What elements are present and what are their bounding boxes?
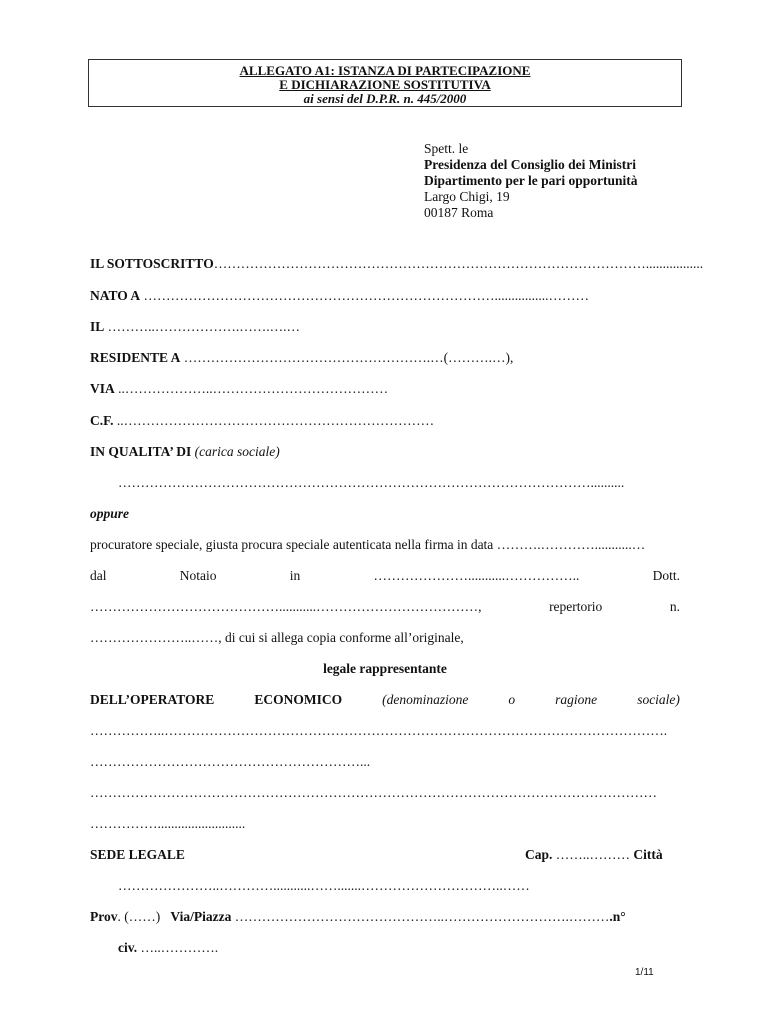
recipient-name-1: Presidenza del Consiglio dei Ministri: [424, 157, 636, 172]
operatore-dots-3[interactable]: ………………………………………………………………………………………………………………: [90, 785, 657, 800]
field-qualita: [90, 444, 280, 460]
prov-dots: . (……): [117, 909, 161, 924]
denominazione-label: (denominazione: [382, 692, 469, 707]
field-procuratore[interactable]: [90, 537, 645, 553]
ragione-label: ragione: [555, 692, 598, 707]
sede-legale-label: SEDE LEGALE: [90, 847, 185, 862]
via-dots: ..………………..…………………………………: [118, 381, 389, 396]
cap-dots: ……..………: [555, 847, 631, 862]
cap-label: Cap.: [525, 847, 553, 862]
dal-label: dal: [90, 568, 107, 583]
document-header-box: [88, 59, 682, 107]
viapiazza-label: Via/Piazza: [170, 909, 232, 924]
via-label: VIA: [90, 381, 115, 396]
citta-dots-line[interactable]: …………………..…………...........…….......…………………………..……: [118, 878, 530, 893]
o-label: o: [508, 692, 516, 707]
notaio-label: Notaio: [179, 568, 217, 583]
nato-dots: ……………………………………………………………………................………: [143, 288, 590, 303]
citta-label: Città: [633, 847, 663, 862]
operatore-dots-2[interactable]: ……………………………………………………...: [90, 754, 371, 769]
allega-text: , di cui si allega copia conforme all’originale,: [218, 630, 464, 645]
cf-label: C.F.: [90, 413, 114, 428]
residente-label: RESIDENTE A: [90, 350, 181, 365]
qualita-label: IN QUALITA’ DI: [90, 444, 192, 459]
operatore-dots-1[interactable]: ……………..………………………………………………………………………………………………….: [90, 723, 668, 738]
legale-rappresentante-label: legale rappresentante: [323, 661, 447, 676]
field-prov-via[interactable]: [90, 909, 626, 925]
in-label: in: [289, 568, 301, 583]
civ-label: civ.: [118, 940, 138, 955]
sottoscritto-dots: …………………………………………………………………………………….................: [213, 256, 704, 271]
repertorio-label: repertorio: [549, 599, 603, 614]
notaio-row: [90, 568, 680, 584]
notaio-dots[interactable]: …………………...........……………..: [373, 568, 580, 583]
cf-dots: ..……………………………………………………………: [116, 413, 435, 428]
sottoscritto-label: IL SOTTOSCRITTO: [90, 256, 214, 271]
prov-label: Prov: [90, 909, 118, 924]
field-civico[interactable]: [118, 940, 218, 956]
field-residente[interactable]: [90, 350, 513, 366]
header-legal-reference: ai sensi del D.P.R. n. 445/2000: [303, 91, 467, 106]
field-cf[interactable]: [90, 413, 434, 429]
il-label: IL: [90, 319, 105, 334]
qualita-dots-line[interactable]: ……………………………………………………………………………………………..........: [118, 475, 625, 490]
qualita-note: (carica sociale): [194, 444, 280, 459]
repertorio-row: [90, 599, 680, 615]
recipient-street: Largo Chigi, 19: [424, 189, 510, 204]
nato-label: NATO A: [90, 288, 141, 303]
procuratore-dots: ……….…………...........…: [496, 537, 646, 552]
field-sottoscritto[interactable]: [90, 256, 703, 272]
viapiazza-dots: ………………………………………..……………………….………: [234, 909, 610, 924]
operatore-dots-4[interactable]: ……………..........................: [90, 816, 246, 831]
recipient-block: [424, 141, 638, 221]
dott-label: Dott.: [652, 568, 680, 583]
operatore-row: [90, 692, 680, 708]
field-nato-a[interactable]: [90, 288, 589, 304]
recipient-salutation: Spett. le: [424, 141, 469, 156]
allega-dots[interactable]: …………………..……: [90, 630, 219, 645]
oppure-label: oppure: [90, 506, 130, 521]
n-civ-label: .n°: [609, 909, 626, 924]
page-number: 1/11: [635, 967, 654, 978]
dott-dots[interactable]: ……………………………………...........………………………………,: [90, 599, 482, 614]
allega-row: [90, 630, 464, 646]
field-via[interactable]: [90, 381, 388, 397]
field-il[interactable]: [90, 319, 300, 335]
recipient-name-2: Dipartimento per le pari opportunità: [424, 173, 638, 188]
il-dots: ………..……………….…….….…: [107, 319, 301, 334]
header-title-line2: E DICHIARAZIONE SOSTITUTIVA: [279, 77, 491, 92]
recipient-city: 00187 Roma: [424, 205, 494, 220]
sociale-label: sociale): [637, 692, 680, 707]
civ-dots: …..………….: [140, 940, 219, 955]
header-title-line1: ALLEGATO A1: ISTANZA DI PARTECIPAZIONE: [239, 63, 531, 78]
n-label: n.: [669, 599, 680, 614]
operatore-label-1: DELL’OPERATORE: [90, 692, 215, 707]
operatore-label-2: ECONOMICO: [254, 692, 343, 707]
field-cap[interactable]: [525, 847, 663, 863]
residente-dots: ……………………………………………….…(……….…),: [183, 350, 514, 365]
procuratore-text: procuratore speciale, giusta procura speciale autenticata nella firma in data: [90, 537, 494, 552]
